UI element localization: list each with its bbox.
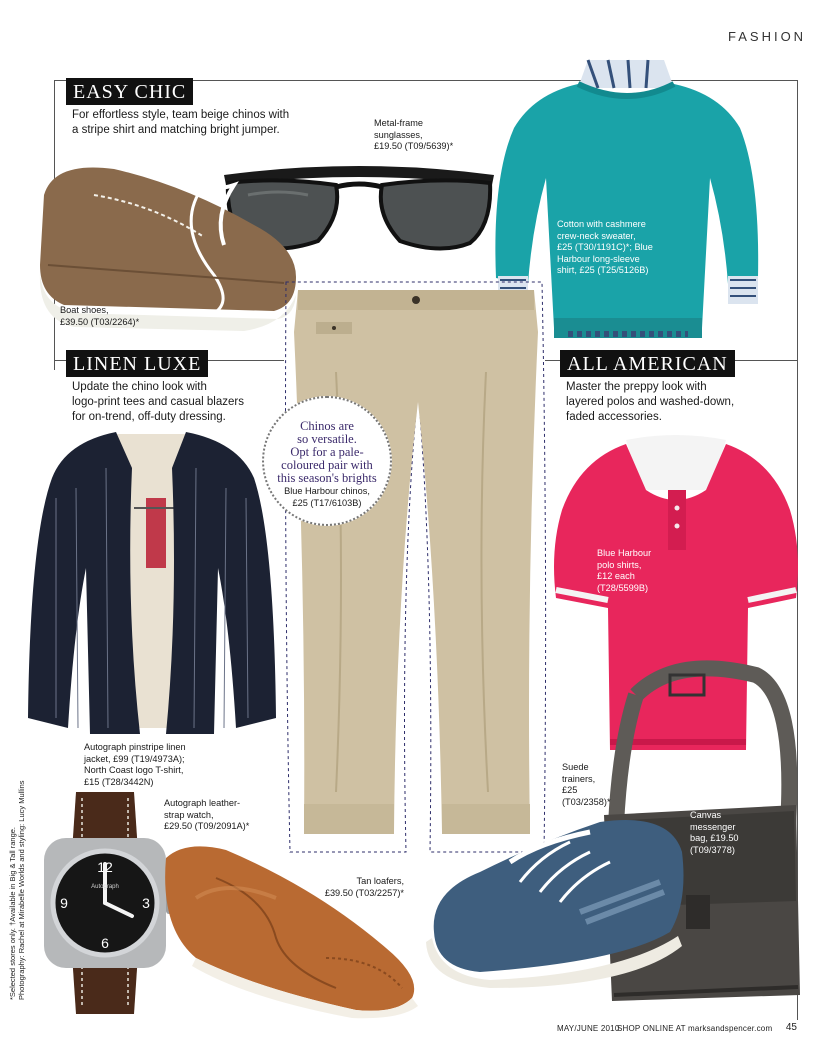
side-credit [8,710,26,1000]
blazer-icon [26,428,276,740]
caption-line: Tan loafers, [356,876,404,886]
caption-line: Autograph pinstripe linen [84,742,186,752]
intro-line: a stripe shirt and matching bright jumper. [72,124,280,136]
badge-credit: £25 (T17/6103B) [292,498,362,508]
caption-line: Blue Harbour [597,548,652,558]
watch-numeral: 3 [142,895,150,911]
sweater-caption [557,219,653,277]
chinos-badge [262,396,392,526]
badge-line: Chinos are [300,419,354,433]
caption-line: Autograph leather- [164,798,241,808]
caption-line: trainers, [562,773,596,784]
caption-line: polo shirts, [597,559,642,570]
caption-line: £25 (T30/1191C)*; Blue [557,242,653,252]
caption-line: £12 each [597,571,635,581]
badge-line: this season's brights [277,471,377,485]
trainers-caption [562,762,611,808]
caption-line: £39.50 (T03/2264)* [60,316,140,327]
section-tag: FASHION [728,29,807,44]
watch-caption [164,798,249,833]
caption-line: (T28/5599B) [597,582,649,593]
all-american-intro [566,380,734,425]
linen-luxe-heading: LINEN LUXE [66,350,208,377]
watch-numeral: 12 [97,859,113,875]
page-number: 45 [785,1022,797,1033]
polo-caption [597,548,651,594]
caption-line: bag, £19.50 [690,833,739,843]
badge-line: coloured pair with [281,458,373,472]
bag-caption [690,810,739,856]
caption-line: crew-neck sweater, [557,230,636,241]
intro-line: For effortless style, team beige chinos with [72,109,290,121]
caption-line: messenger [690,821,736,832]
caption-line: £39.50 (T03/2257)* [324,887,404,898]
caption-line: Cotton with cashmere [557,219,646,229]
caption-line: jacket, £99 (T19/4973A); [84,753,185,764]
chinos-icon [276,272,552,862]
sunglasses-caption [374,118,453,153]
jacket-caption [84,742,186,788]
caption-line: shirt, £25 (T25/5126B) [557,265,649,275]
side-credit-line: *Selected stores only. †Available in Big & Tall range. [8,826,17,1000]
easy-chic-heading: EASY CHIC [66,78,193,105]
intro-line: logo-print tees and casual blazers [72,396,244,408]
boat-shoes-caption [60,305,139,328]
loafers-caption [300,876,404,899]
intro-line: faded accessories. [566,411,662,423]
watch-numeral: 9 [60,895,68,911]
badge-credit: Blue Harbour chinos, [284,486,370,496]
caption-line: £29.50 (T09/2091A)* [164,821,250,831]
caption-line: North Coast logo T-shirt, [84,765,184,775]
trainer-icon [420,812,690,988]
watch-numeral: 6 [101,935,109,951]
caption-line: Metal-frame [374,118,424,128]
caption-line: (T09/3778) [690,844,735,855]
linen-luxe-intro [72,380,244,425]
side-credit-line: Photography: Rachel at Mirabelle Worlds and styling: Lucy Mullins [17,780,26,1000]
caption-line: £15 (T28/3442N) [84,776,154,787]
all-american-heading: ALL AMERICAN [560,350,735,377]
caption-line: sunglasses, [374,129,423,140]
footer-shop-link[interactable]: SHOP ONLINE AT marksandspencer.com [617,1024,773,1033]
caption-line: £19.50 (T09/5639)* [374,141,454,151]
caption-line: Canvas [690,810,722,820]
caption-line: Suede [562,762,589,772]
easy-chic-intro [72,108,289,138]
intro-line: Master the preppy look with [566,381,707,393]
caption-line: £25 [562,785,578,795]
caption-line: Boat shoes, [60,305,109,315]
watch-brand: Autograph [91,884,119,890]
caption-line: strap watch, [164,809,214,820]
caption-line: Harbour long-sleeve [557,253,640,264]
badge-line: Opt for a pale- [290,445,364,459]
intro-line: for on-trend, off-duty dressing. [72,411,226,423]
footer-issue: MAY/JUNE 2010 [557,1024,620,1033]
intro-line: Update the chino look with [72,381,207,393]
intro-line: layered polos and washed-down, [566,396,735,408]
caption-line: (T03/2358)* [562,796,611,807]
badge-line: so versatile. [297,432,357,446]
loafer-icon [156,838,424,1020]
